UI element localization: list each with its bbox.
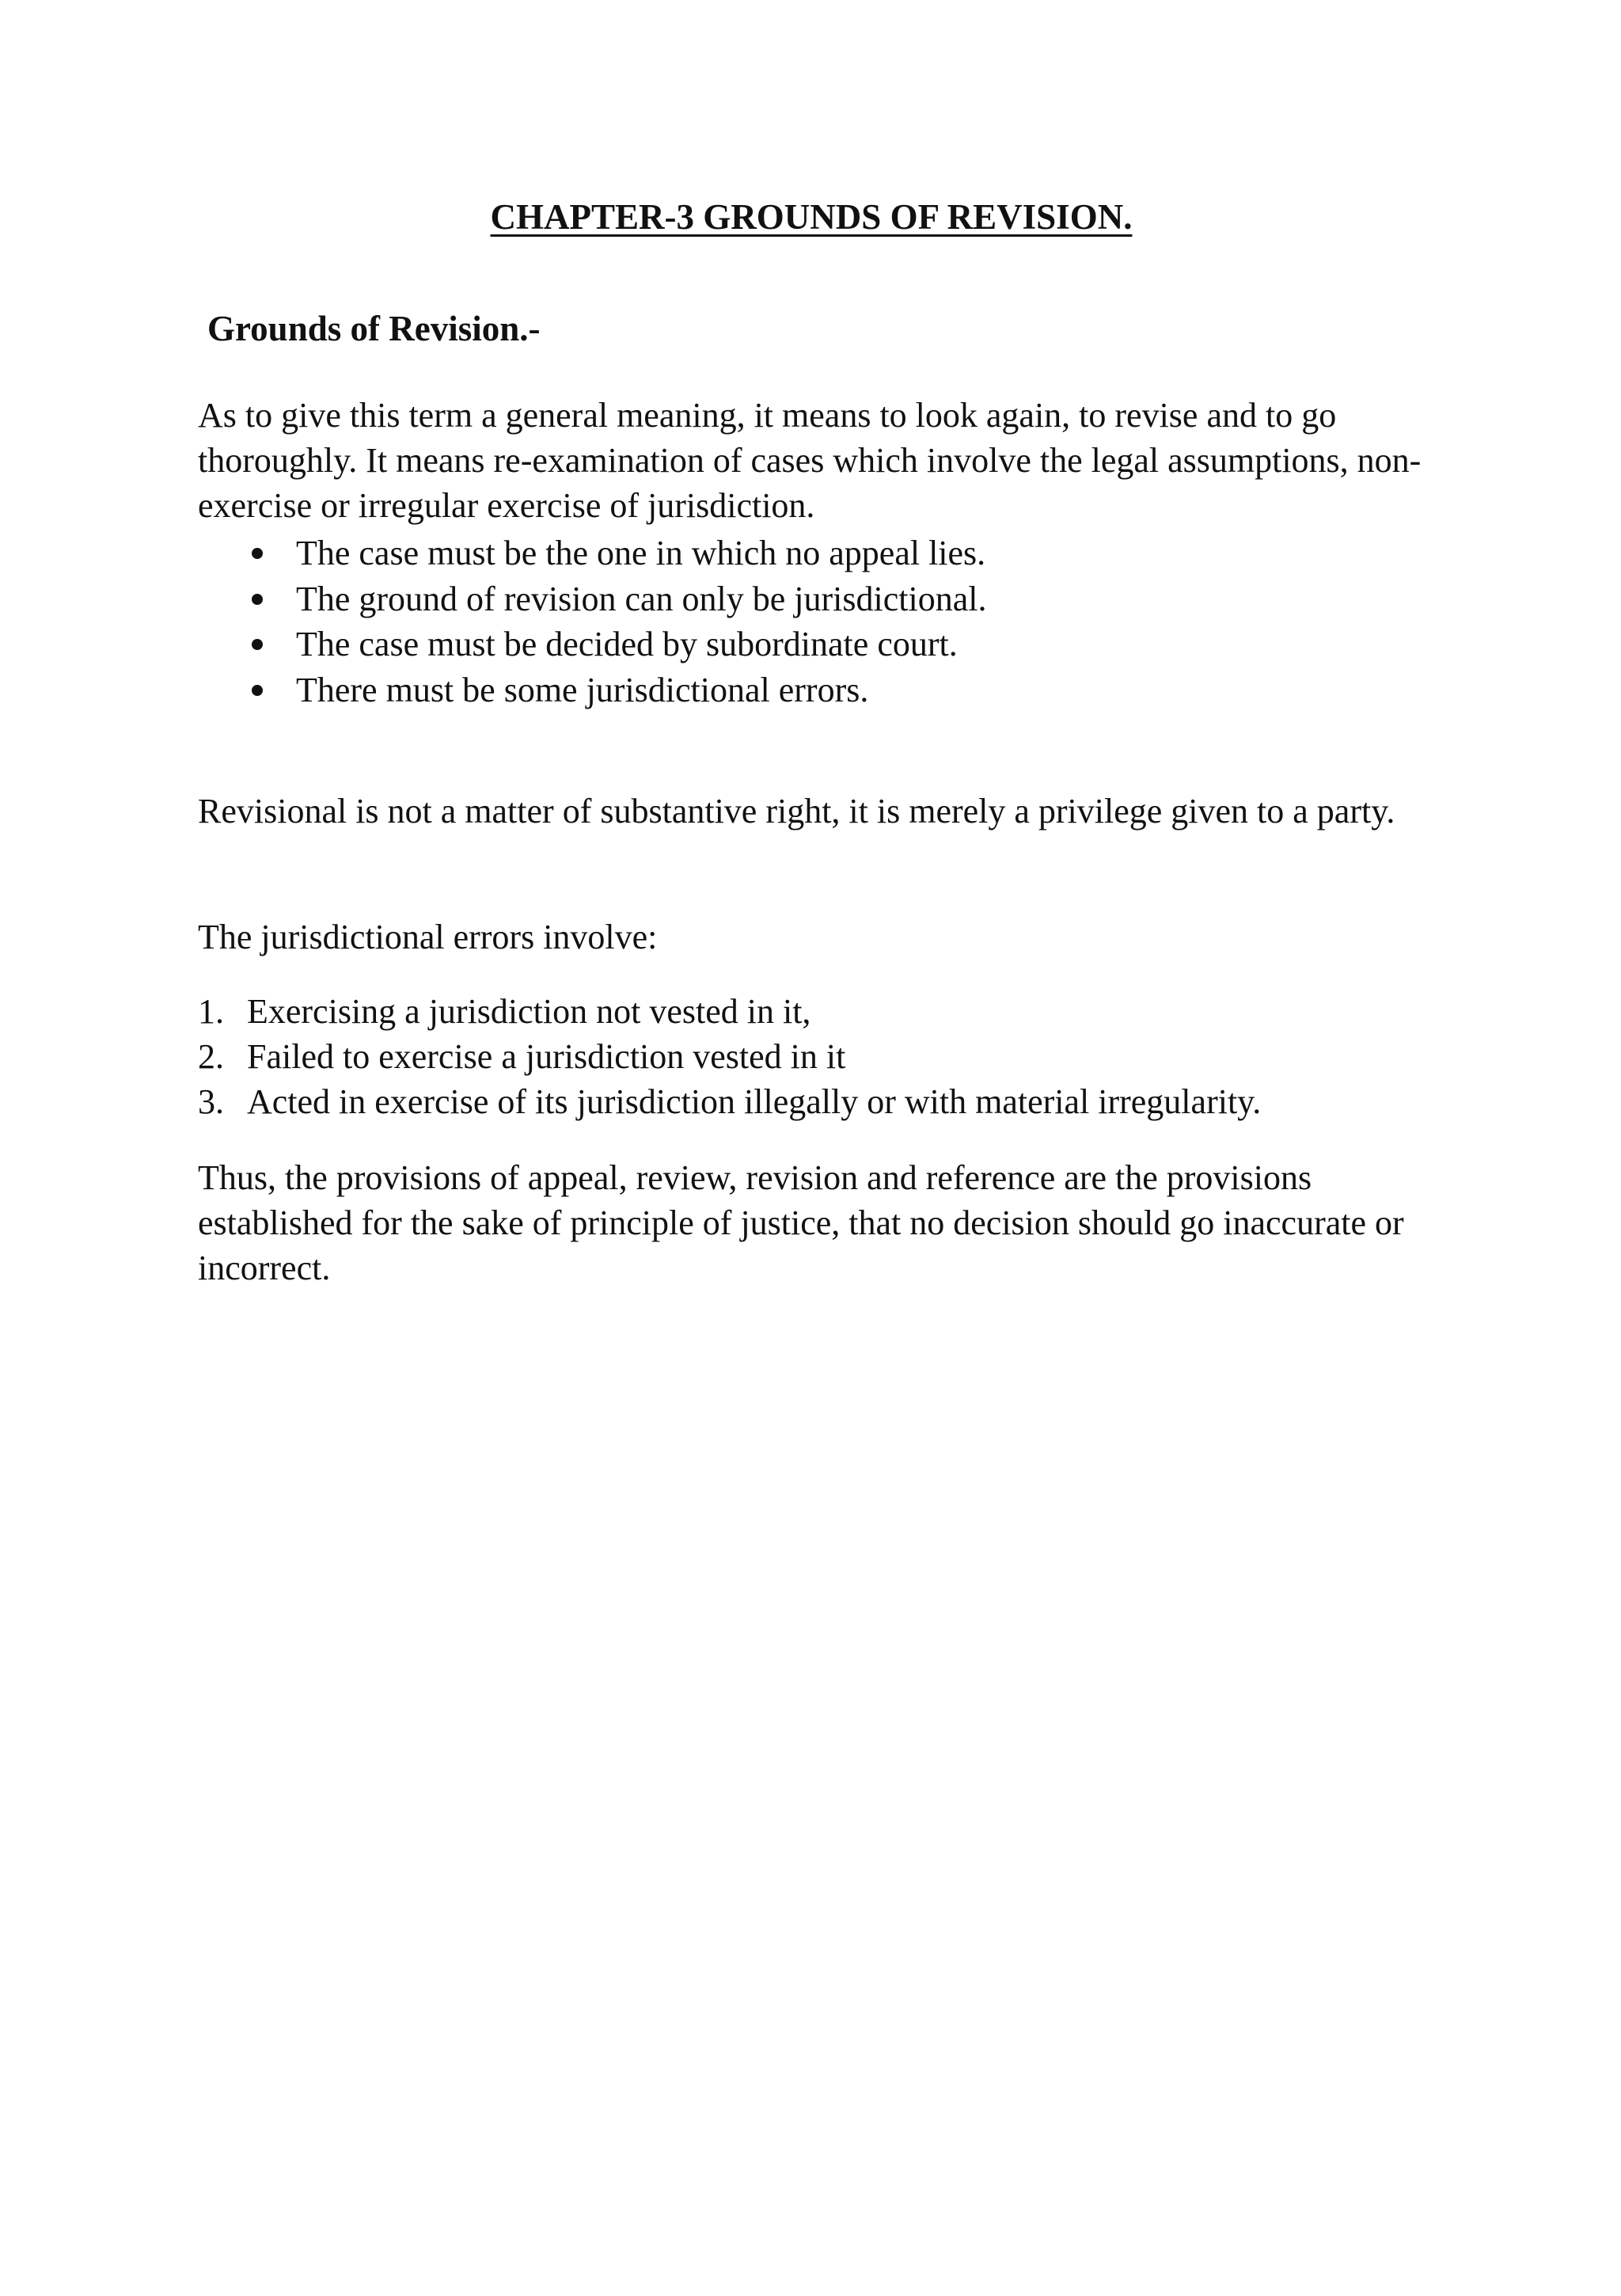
item-number: 1. — [198, 992, 224, 1031]
item-number: 2. — [198, 1037, 224, 1076]
bullet-item — [198, 667, 986, 713]
bullet-item-text: There must be some jurisdictional errors. — [296, 670, 869, 709]
chapter-title: CHAPTER-3 GROUNDS OF REVISION. — [490, 197, 1133, 237]
bullet-item — [198, 622, 986, 667]
bullet-dot-icon — [252, 685, 263, 696]
errors-intro: The jurisdictional errors involve: — [198, 918, 658, 956]
bullet-item-text: The case must be the one in which no appeal lies. — [296, 534, 986, 572]
bullet-dot-icon — [252, 639, 263, 650]
bullet-item — [198, 576, 986, 622]
section-heading: Grounds of Revision.- — [207, 309, 541, 348]
conclusion-paragraph: Thus, the provisions of appeal, review, revision and reference are the provisions established for the sake of principle of justice, that no decision should go inaccurate or incorrect. — [198, 1158, 1404, 1287]
bullet-item — [198, 530, 986, 576]
numbered-item — [198, 989, 1261, 1034]
numbered-item — [198, 1079, 1261, 1124]
bullet-item-text: The ground of revision can only be jurisdictional. — [296, 579, 987, 618]
item-number: 3. — [198, 1082, 224, 1121]
jurisdictional-errors-list — [198, 989, 1261, 1124]
bullet-dot-icon — [252, 594, 263, 605]
numbered-item-text: Exercising a jurisdiction not vested in it, — [247, 992, 811, 1031]
numbered-item-text: Acted in exercise of its jurisdiction illegally or with material irregularity. — [247, 1082, 1262, 1121]
numbered-item — [198, 1034, 1261, 1079]
bullet-item-text: The case must be decided by subordinate court. — [296, 625, 958, 663]
revisional-paragraph: Revisional is not a matter of substantive right, it is merely a privilege given to a party. — [198, 792, 1395, 831]
grounds-bullet-list — [198, 530, 986, 713]
bullet-dot-icon — [252, 548, 263, 559]
intro-paragraph: As to give this term a general meaning, it means to look again, to revise and to go thoroughly. It means re-examination of cases which involve the legal assumptions, non-exercise or irregular exercise of jurisdiction. — [198, 396, 1422, 525]
numbered-item-text: Failed to exercise a jurisdiction vested in it — [247, 1037, 846, 1076]
